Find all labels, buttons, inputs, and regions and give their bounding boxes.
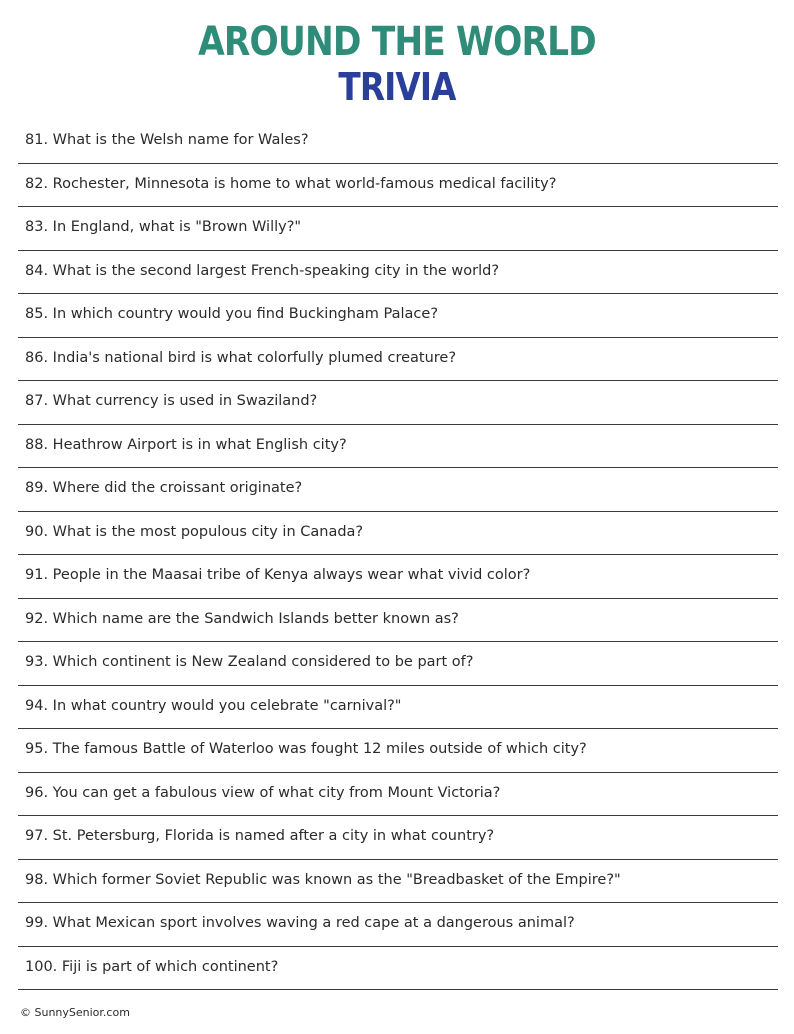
question-row <box>18 251 778 295</box>
question-row <box>18 686 778 730</box>
page-header <box>0 14 794 109</box>
question-row <box>18 947 778 991</box>
question-text: 83. In England, what is "Brown Willy?" <box>25 219 302 235</box>
question-text: 95. The famous Battle of Waterloo was fought 12 miles outside of which city? <box>25 741 587 757</box>
copyright-footer: © SunnySenior.com <box>20 1006 130 1019</box>
question-row <box>18 555 778 599</box>
question-text: 84. What is the second largest French-speaking city in the world? <box>25 262 500 279</box>
question-text: 90. What is the most populous city in Canada? <box>25 523 364 540</box>
question-text: 92. Which name are the Sandwich Islands better known as? <box>25 610 459 627</box>
question-text: 88. Heathrow Airport is in what English city? <box>25 436 347 453</box>
question-row <box>18 425 778 469</box>
question-text: 89. Where did the croissant originate? <box>25 480 303 496</box>
question-text: 98. Which former Soviet Republic was known as the "Breadbasket of the Empire?" <box>25 871 621 888</box>
question-text: 81. What is the Welsh name for Wales? <box>25 132 309 148</box>
question-row <box>18 207 778 251</box>
question-text: 100. Fiji is part of which continent? <box>25 958 279 975</box>
question-row <box>18 120 778 164</box>
question-text: 93. Which continent is New Zealand considered to be part of? <box>25 654 474 670</box>
question-row <box>18 512 778 556</box>
question-text: 94. In what country would you celebrate "carnival?" <box>25 697 402 714</box>
question-row <box>18 642 778 686</box>
question-row <box>18 816 778 860</box>
question-row <box>18 164 778 208</box>
question-row <box>18 468 778 512</box>
question-text: 87. What currency is used in Swaziland? <box>25 393 318 409</box>
question-row <box>18 729 778 773</box>
question-text: 86. India's national bird is what colorfully plumed creature? <box>25 349 457 366</box>
question-text: 82. Rochester, Minnesota is home to what world-famous medical facility? <box>25 175 557 192</box>
title-line-around-the-world: AROUND THE WORLD <box>198 19 596 65</box>
question-row <box>18 903 778 947</box>
title-line-trivia: TRIVIA <box>338 65 456 109</box>
question-row <box>18 860 778 904</box>
question-text: 99. What Mexican sport involves waving a red cape at a dangerous animal? <box>25 915 575 931</box>
question-text: 85. In which country would you find Buckingham Palace? <box>25 306 439 322</box>
question-row <box>18 294 778 338</box>
question-row <box>18 338 778 382</box>
question-row <box>18 599 778 643</box>
question-text: 91. People in the Maasai tribe of Kenya always wear what vivid color? <box>25 567 531 583</box>
question-text: 96. You can get a fabulous view of what city from Mount Victoria? <box>25 784 501 801</box>
question-text: 97. St. Petersburg, Florida is named after a city in what country? <box>25 828 495 844</box>
question-row <box>18 773 778 817</box>
question-list <box>18 120 778 990</box>
question-row <box>18 381 778 425</box>
